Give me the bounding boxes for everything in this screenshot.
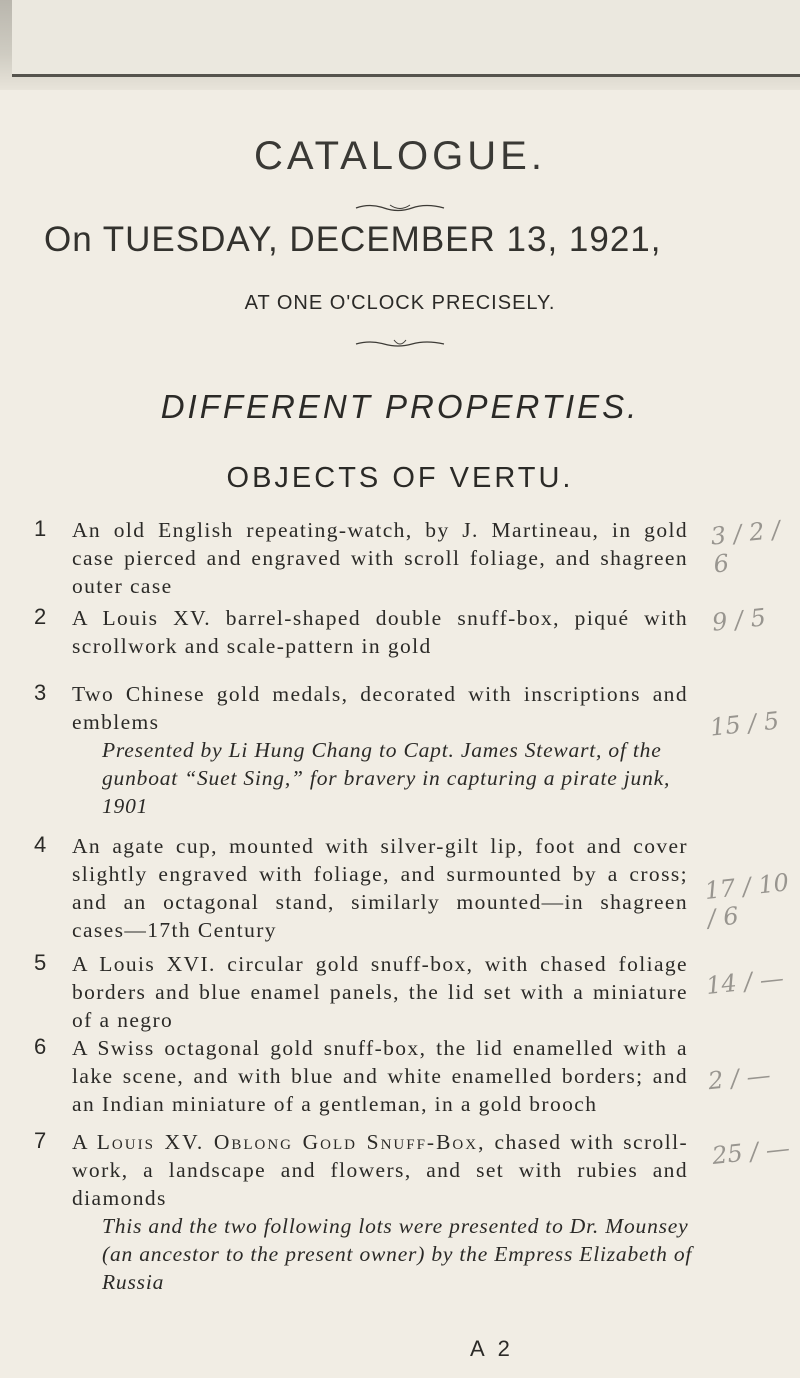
lot-number: 4 xyxy=(34,832,47,857)
lot-note: Presented by Li Hung Chang to Capt. James Stewart, of the gunboat “Suet Sing,” for bravery in capturing a pirate junk, 1901 xyxy=(102,738,671,818)
lot-number: 5 xyxy=(34,950,47,975)
lot-description-rest: chased with scroll-work, a landscape and flowers, and set with rubies and diamonds xyxy=(72,1130,689,1210)
handwritten-price: 9 / 5 xyxy=(710,603,768,637)
handwritten-price: 14 / — xyxy=(704,964,786,1000)
lot-title-small-caps: Louis XV. Oblong Gold Snuff-Box, xyxy=(96,1130,486,1154)
handwritten-price: 2 / — xyxy=(706,1060,772,1096)
auction-time: AT ONE O'CLOCK PRECISELY. xyxy=(244,292,556,314)
subsection-heading: OBJECTS OF VERTU. xyxy=(226,462,574,494)
handwritten-price: 25 / — xyxy=(710,1134,792,1170)
lot-note: This and the two following lots were presented to Dr. Mounsey (an ancestor to the present owner) by the Empress Elizabeth of Russia xyxy=(102,1214,693,1294)
page-title: CATALOGUE. xyxy=(254,134,546,178)
handwritten-price: 17 / 10 / 6 xyxy=(703,868,791,933)
lot-description: A Louis XV. barrel-shaped double snuff-box, piqué with scrollwork and scale-pattern in gold xyxy=(72,606,688,658)
lot-description: A Louis XVI. circular gold snuff-box, with chased foliage borders and blue enamel panels, the lid set with a miniature of a negro xyxy=(72,952,688,1032)
lot-description: A Swiss octagonal gold snuff-box, the lid enamelled with a lake scene, and with blue and white enamelled borders; and an Indian miniature of a gentleman, in a gold brooch xyxy=(72,1036,688,1116)
previous-page-overlap xyxy=(12,0,800,77)
lot-description: An agate cup, mounted with silver-gilt lip, foot and cover slightly engraved with foliage, and surmounted by a cross; and an octagonal stand, similarly mounted—in shagreen cases—17th Century xyxy=(72,834,688,942)
lot-number: 2 xyxy=(34,604,47,629)
lot-description: An old English repeating-watch, by J. Martineau, in gold case pierced and engraved with scroll foliage, and shagreen outer case xyxy=(72,518,688,598)
flourish-divider xyxy=(350,338,450,350)
lot-description: Two Chinese gold medals, decorated with inscriptions and emblems xyxy=(72,682,688,734)
page-signature: A 2 xyxy=(470,1336,514,1361)
lot-number: 6 xyxy=(34,1034,47,1059)
lot-description xyxy=(72,1128,688,1212)
lot-number: 7 xyxy=(34,1128,47,1153)
lot-description-prefix: A xyxy=(72,1130,97,1154)
auction-date: On TUESDAY, DECEMBER 13, 1921, xyxy=(44,220,662,259)
flourish-divider xyxy=(350,202,450,214)
lot-number: 1 xyxy=(34,516,47,541)
handwritten-price: 3 / 2 / 6 xyxy=(709,515,782,579)
handwritten-price: 15 / 5 xyxy=(708,706,781,742)
lot-number: 3 xyxy=(34,680,47,705)
section-heading: DIFFERENT PROPERTIES. xyxy=(160,388,640,425)
